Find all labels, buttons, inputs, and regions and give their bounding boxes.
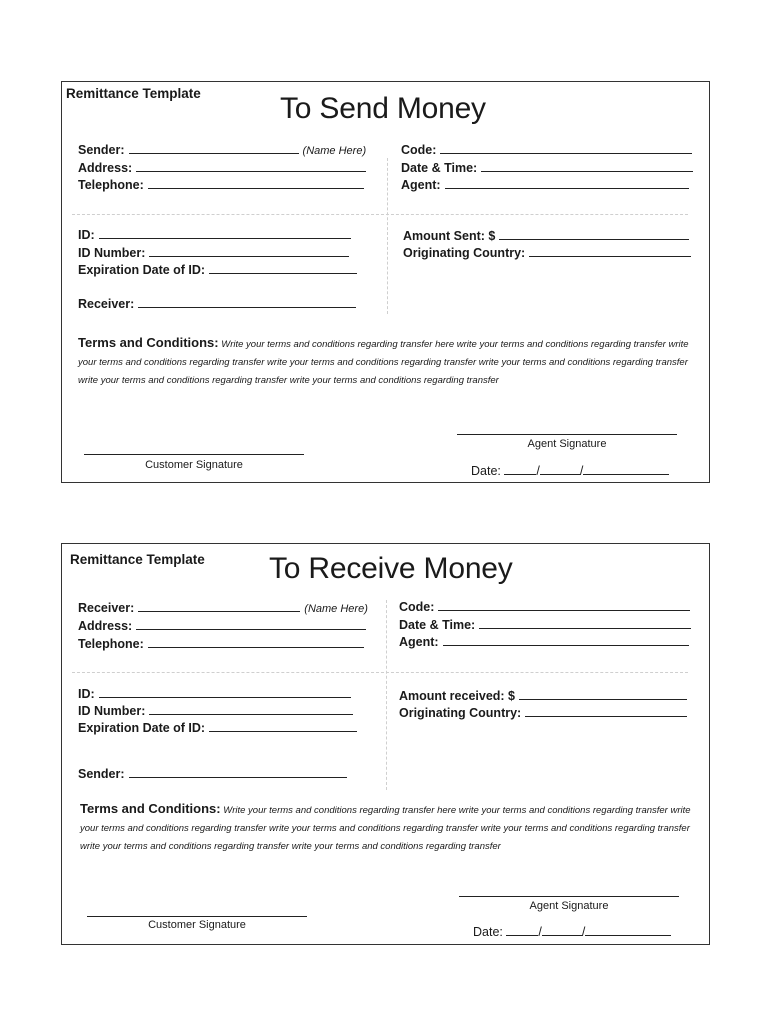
horizontal-divider (72, 672, 688, 673)
sender-field[interactable] (78, 141, 366, 159)
country-label: Originating Country: (403, 246, 526, 260)
terms-block (78, 334, 698, 390)
horizontal-divider (72, 214, 688, 215)
telephone-label: Telephone: (78, 178, 144, 192)
receive-money-form (61, 543, 710, 945)
terms-heading: Terms and Conditions: (78, 335, 219, 350)
receiver-field[interactable] (78, 599, 368, 617)
expiration-label: Expiration Date of ID: (78, 263, 206, 277)
address-label: Address: (78, 619, 133, 633)
receiver-field[interactable] (78, 295, 356, 313)
address-field[interactable] (78, 159, 366, 177)
receiver-label: Receiver: (78, 297, 135, 311)
telephone-field[interactable] (78, 176, 364, 194)
country-field[interactable] (403, 244, 691, 262)
agent-label: Agent: (399, 635, 439, 649)
template-label: Remittance Template (70, 552, 205, 567)
agent-signature-line[interactable] (459, 896, 679, 897)
telephone-field[interactable] (78, 635, 364, 653)
terms-text: Write your terms and conditions regarding transfer here write your terms and conditions regarding transfer write your terms and conditions regarding transfer write your terms and conditions regarding transfer write your terms and conditions regarding transfer write your terms and conditions regarding transfer write your terms and conditions regarding transfer (78, 339, 689, 386)
template-label: Remittance Template (66, 86, 201, 101)
expiration-field[interactable] (78, 719, 357, 737)
address-field[interactable] (78, 617, 366, 635)
amount-label: Amount Sent: $ (403, 229, 496, 243)
sender-field[interactable] (78, 765, 347, 783)
send-money-form (61, 81, 710, 483)
code-label: Code: (399, 600, 435, 614)
form-title: To Send Money (280, 92, 486, 125)
vertical-divider (387, 158, 388, 314)
country-field[interactable] (399, 704, 687, 722)
date-label: Date: (473, 925, 503, 939)
id-number-field[interactable] (78, 244, 349, 262)
agent-signature-caption: Agent Signature (529, 900, 609, 912)
country-label: Originating Country: (399, 706, 522, 720)
agent-field[interactable] (399, 633, 689, 651)
id-number-label: ID Number: (78, 246, 146, 260)
receiver-label: Receiver: (78, 601, 135, 615)
customer-signature-line[interactable] (84, 454, 304, 455)
customer-signature-caption: Customer Signature (148, 919, 246, 931)
date-field[interactable]: Date: / / (473, 925, 671, 939)
expiration-field[interactable] (78, 261, 357, 279)
id-number-label: ID Number: (78, 704, 146, 718)
terms-block (80, 800, 700, 856)
agent-field[interactable] (401, 176, 689, 194)
date-time-field[interactable] (399, 616, 691, 634)
vertical-divider (386, 600, 387, 790)
date-field[interactable]: Date: / / (471, 464, 669, 478)
code-field[interactable] (401, 141, 692, 159)
amount-label: Amount received: $ (399, 689, 516, 703)
date-time-label: Date & Time: (399, 618, 476, 632)
id-field[interactable] (78, 226, 351, 244)
address-label: Address: (78, 161, 133, 175)
id-number-field[interactable] (78, 702, 353, 720)
code-label: Code: (401, 143, 437, 157)
code-field[interactable] (399, 598, 690, 616)
name-hint: (Name Here) (304, 603, 368, 615)
terms-heading: Terms and Conditions: (80, 801, 221, 816)
form-title: To Receive Money (269, 552, 513, 585)
date-time-label: Date & Time: (401, 161, 478, 175)
name-hint: (Name Here) (302, 145, 367, 157)
agent-label: Agent: (401, 178, 441, 192)
id-label: ID: (78, 228, 95, 242)
terms-text: Write your terms and conditions regarding transfer here write your terms and conditions regarding transfer write your terms and conditions regarding transfer write your terms and conditions regarding transfer write your terms and conditions regarding transfer write your terms and conditions regarding transfer write your terms and conditions regarding transfer (80, 805, 691, 852)
customer-signature-line[interactable] (87, 916, 307, 917)
agent-signature-line[interactable] (457, 434, 677, 435)
amount-field[interactable] (399, 687, 687, 705)
telephone-label: Telephone: (78, 637, 144, 651)
sender-label: Sender: (78, 143, 125, 157)
agent-signature-caption: Agent Signature (527, 438, 607, 450)
date-label: Date: (471, 464, 501, 478)
id-field[interactable] (78, 685, 351, 703)
amount-field[interactable] (403, 227, 689, 245)
expiration-label: Expiration Date of ID: (78, 721, 206, 735)
id-label: ID: (78, 687, 95, 701)
customer-signature-caption: Customer Signature (145, 459, 243, 471)
sender-label: Sender: (78, 767, 125, 781)
date-time-field[interactable] (401, 159, 693, 177)
